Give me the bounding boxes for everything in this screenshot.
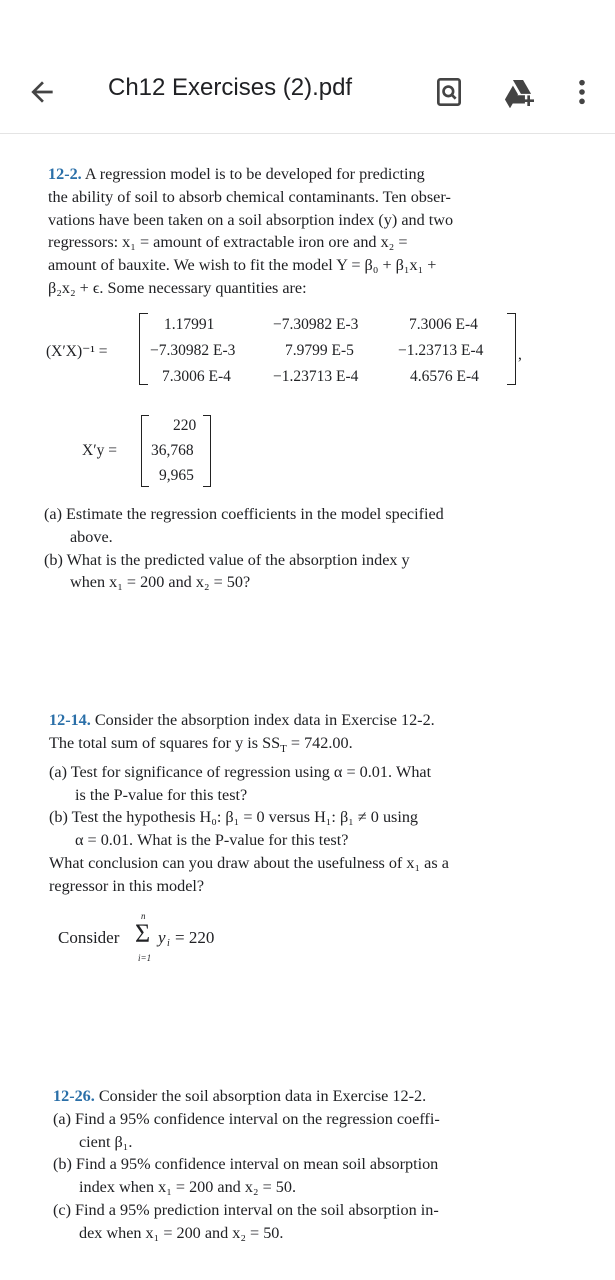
- exercise-text-line: 12-2. A regression model is to be developed for predicting: [48, 165, 425, 183]
- question-a: (a) Estimate the regression coefficients in the model specified above.: [44, 505, 444, 546]
- vector-cell: 9,965: [159, 467, 194, 484]
- matrix-cell: 1.17991: [164, 316, 215, 333]
- exercise-number: 12-14.: [49, 711, 91, 729]
- matrix-cell: 4.6576 E-4: [410, 368, 479, 385]
- matrix-label: (X′X)⁻¹ =: [46, 343, 108, 360]
- exercise-text-line: β₂x₂ + ϵ. Some necessary quantities are:: [48, 278, 307, 297]
- add-to-drive-icon[interactable]: [502, 76, 534, 108]
- right-bracket: [203, 415, 211, 487]
- exercise-number: 12-26.: [53, 1087, 95, 1105]
- document-title: Ch12 Exercises (2).pdf: [108, 74, 353, 101]
- conclusion-line: regressor in this model?: [49, 876, 205, 895]
- question-a: (a) Test for significance of regression using α = 0.01. What is the P-value for this test?: [49, 762, 432, 804]
- top-app-bar: [0, 0, 615, 134]
- exercise-text-line: amount of bauxite. We wish to fit the model Y = β₀ + β₁x₁ +: [48, 256, 437, 275]
- exercise-12-2-parts: [44, 503, 514, 594]
- question-b: (b) What is the predicted value of the absorption index y when x₁ = 200 and x₂ = 50?: [44, 550, 410, 592]
- sum-note: Consider n Σ i=1 y i = 220: [58, 911, 215, 963]
- sigma-symbol: Σ: [135, 919, 151, 948]
- exercise-text-line: 12-14. Consider the absorption index data in Exercise 12-2.: [49, 711, 435, 729]
- exercise-12-2: [48, 163, 508, 300]
- question-c: (c) Find a 95% prediction interval on the soil absorption in- dex when x₁ = 200 and x₂ = 50.: [53, 1200, 439, 1242]
- matrix-cell: 7.9799 E-5: [285, 342, 354, 359]
- exercise-text-line: vations have been taken on a soil absorption index (y) and two: [48, 210, 454, 229]
- matrix-comma: ,: [518, 346, 522, 363]
- xty-vector: [0, 412, 615, 492]
- right-bracket: [507, 313, 516, 385]
- matrix-cell: 7.3006 E-4: [162, 368, 231, 385]
- exercise-text-line: the ability of soil to absorb chemical contaminants. Ten obser-: [48, 187, 451, 206]
- left-bracket: [141, 415, 149, 487]
- exercise-text-line: regressors: x₁ = amount of extractable iron ore and x₂ =: [48, 233, 408, 252]
- vector-label: X′y =: [82, 442, 117, 459]
- exercise-text-line: The total sum of squares for y is $SS_T = 742.00$.: [49, 733, 353, 756]
- matrix-cell: −1.23713 E-4: [398, 342, 484, 359]
- more-vert-icon[interactable]: [566, 76, 598, 108]
- matrix-cell: −7.30982 E-3: [150, 342, 236, 359]
- vector-cell: 220: [173, 417, 197, 434]
- exercise-number: 12-2.: [48, 165, 82, 183]
- question-a: (a) Find a 95% confidence interval on the regression coeffi- cient β₁.: [53, 1109, 440, 1151]
- find-in-page-icon[interactable]: [433, 76, 465, 108]
- conclusion-line: What conclusion can you draw about the usefulness of x₁ as a: [49, 854, 449, 873]
- left-bracket: [139, 313, 148, 385]
- exercise-12-14: [49, 709, 511, 898]
- question-b: (b) Test the hypothesis H₀: β₁ = 0 versus H₁: β₁ ≠ 0 using α = 0.01. What is the P-value for this test?: [49, 808, 419, 850]
- inverse-matrix: [0, 310, 615, 390]
- arrow-left-icon[interactable]: [26, 76, 58, 108]
- question-b: (b) Find a 95% confidence interval on mean soil absorption index when x₁ = 200 and x₂ = 50.: [53, 1155, 439, 1197]
- exercise-text-line: 12-26. Consider the soil absorption data in Exercise 12-2.: [53, 1087, 427, 1105]
- exercise-12-26: [53, 1085, 515, 1245]
- matrix-cell: −1.23713 E-4: [273, 368, 359, 385]
- matrix-cell: −7.30982 E-3: [273, 316, 359, 333]
- vector-cell: 36,768: [151, 442, 194, 459]
- matrix-cell: 7.3006 E-4: [409, 316, 478, 333]
